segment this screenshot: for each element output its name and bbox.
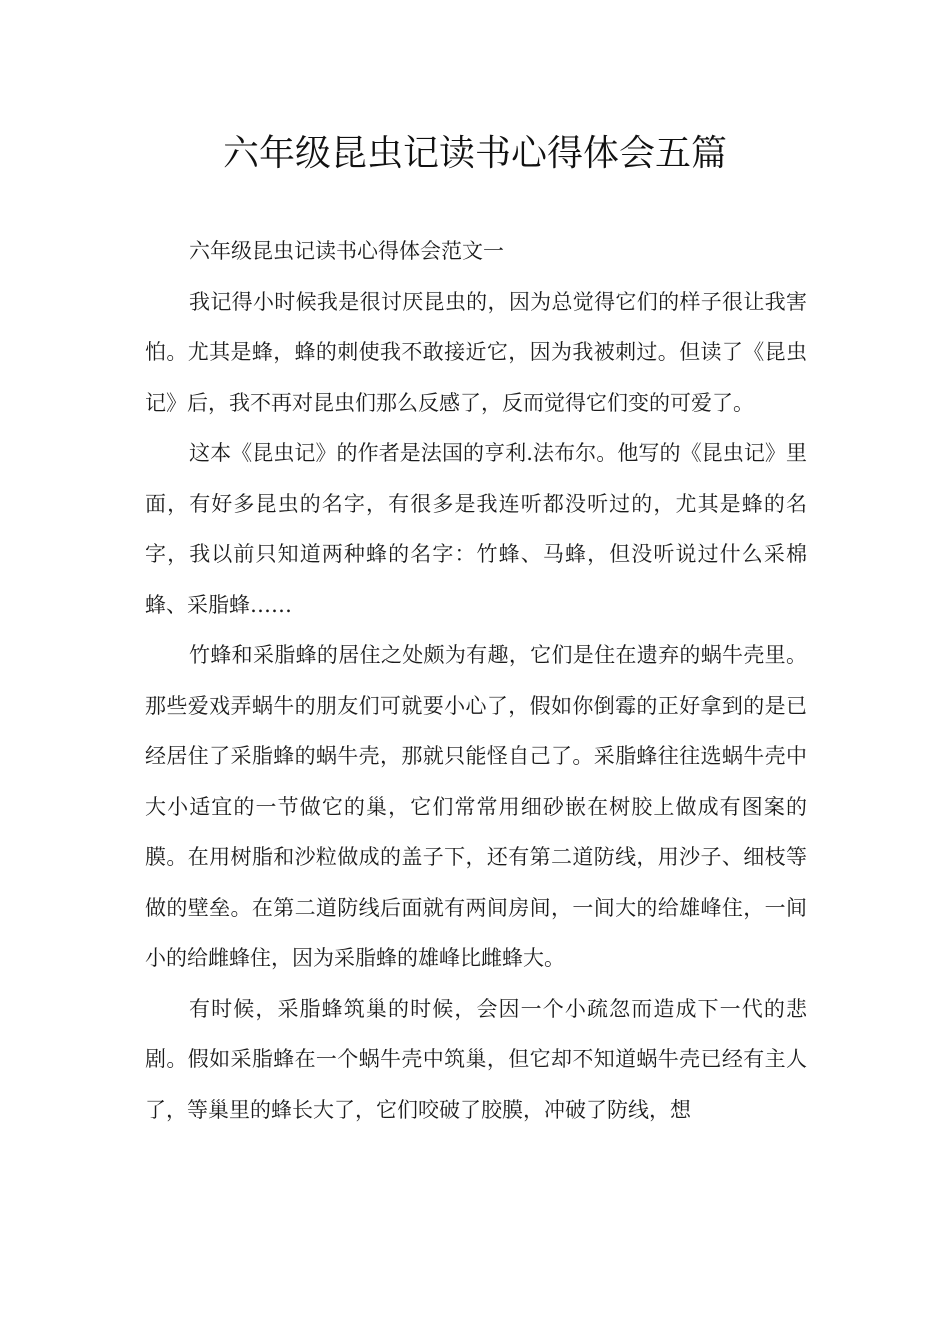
document-body <box>145 226 807 1135</box>
paragraph: 这本《昆虫记》的作者是法国的亨利.法布尔。他写的《昆虫记》里面，有好多昆虫的名字，有很多是我连听都没听过的，尤其是蜂的名字，我以前只知道两种蜂的名字：竹蜂、马蜂，但没听说过什么采棉蜂、采脂蜂…… <box>145 441 807 617</box>
section-subtitle: 六年级昆虫记读书心得体会范文一 <box>189 239 504 263</box>
paragraph: 竹蜂和采脂蜂的居住之处颇为有趣，它们是住在遗弃的蜗牛壳里。那些爱戏弄蜗牛的朋友们可就要小心了，假如你倒霉的正好拿到的是已经居住了采脂蜂的蜗牛壳，那就只能怪自己了。采脂蜂往往选蜗牛壳中大小适宜的一节做它的巢，它们常常用细砂嵌在树胶上做成有图案的膜。在用树脂和沙粒做成的盖子下，还有第二道防线，用沙子、细枝等做的壁垒。在第二道防线后面就有两间房间，一间大的给雄峰住，一间小的给雌蜂住，因为采脂蜂的雄峰比雌蜂大。 <box>145 643 807 970</box>
document-title: 六年级昆虫记读书心得体会五篇 <box>222 133 727 174</box>
paragraph: 有时候，采脂蜂筑巢的时候，会因一个小疏忽而造成下一代的悲剧。假如采脂蜂在一个蜗牛壳中筑巢，但它却不知道蜗牛壳已经有主人了，等巢里的蜂长大了，它们咬破了胶膜，冲破了防线，想 <box>145 996 807 1122</box>
paragraph: 我记得小时候我是很讨厌昆虫的，因为总觉得它们的样子很让我害怕。尤其是蜂，蜂的刺使我不敢接近它，因为我被刺过。但读了《昆虫记》后，我不再对昆虫们那么反感了，反而觉得它们变的可爱了。 <box>145 289 807 415</box>
